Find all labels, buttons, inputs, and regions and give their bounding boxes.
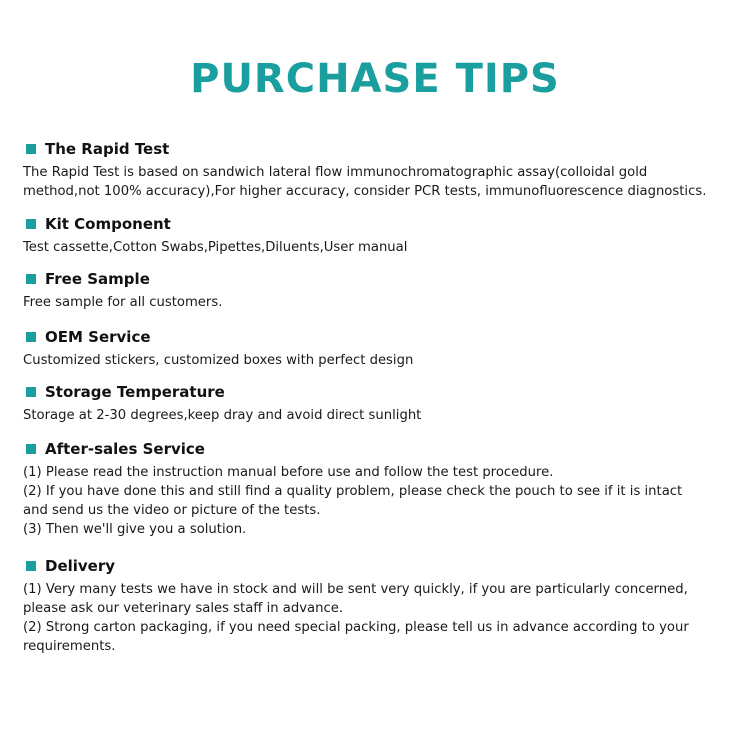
section-body bbox=[23, 351, 728, 370]
body-line: Storage at 2-30 degrees,keep dray and avoid direct sunlight bbox=[23, 408, 422, 423]
body-line: Free sample for all customers. bbox=[23, 295, 223, 310]
body-line: please ask our veterinary sales staff in advance. bbox=[23, 601, 344, 616]
section-delivery bbox=[23, 555, 728, 656]
body-line: (1) Please read the instruction manual before use and follow the test procedure. bbox=[23, 465, 554, 480]
section-title: OEM Service bbox=[45, 328, 151, 346]
section-header bbox=[23, 268, 728, 290]
section-header bbox=[23, 326, 728, 348]
section-header bbox=[23, 555, 728, 577]
section-title: Delivery bbox=[45, 557, 116, 575]
section-body bbox=[23, 580, 728, 656]
section-body bbox=[23, 163, 728, 201]
square-bullet-icon bbox=[26, 274, 36, 284]
body-line: The Rapid Test is based on sandwich lateral flow immunochromatographic assay(colloidal gold bbox=[23, 165, 648, 180]
section-body bbox=[23, 238, 728, 257]
section-header bbox=[23, 213, 728, 235]
section-title: Kit Component bbox=[45, 215, 171, 233]
body-line: Test cassette,Cotton Swabs,Pipettes,Diluents,User manual bbox=[23, 240, 408, 255]
section-oem-service bbox=[23, 326, 728, 370]
section-title: Storage Temperature bbox=[45, 383, 225, 401]
section-body bbox=[23, 463, 728, 539]
section-header bbox=[23, 381, 728, 403]
body-line: requirements. bbox=[23, 639, 116, 654]
body-line: and send us the video or picture of the tests. bbox=[23, 503, 321, 518]
body-line: Customized stickers, customized boxes with perfect design bbox=[23, 353, 414, 368]
body-line: (3) Then we'll give you a solution. bbox=[23, 522, 247, 537]
section-title: The Rapid Test bbox=[45, 140, 170, 158]
section-storage-temperature bbox=[23, 381, 728, 425]
section-title: After-sales Service bbox=[45, 440, 205, 458]
body-line: (1) Very many tests we have in stock and will be sent very quickly, if you are particularly concerned, bbox=[23, 582, 688, 597]
body-line: (2) If you have done this and still find a quality problem, please check the pouch to see if it is intact bbox=[23, 484, 683, 499]
section-title: Free Sample bbox=[45, 270, 150, 288]
page-title: PURCHASE TIPS bbox=[190, 56, 560, 102]
section-kit-component bbox=[23, 213, 728, 257]
square-bullet-icon bbox=[26, 444, 36, 454]
square-bullet-icon bbox=[26, 387, 36, 397]
square-bullet-icon bbox=[26, 332, 36, 342]
section-after-sales-service bbox=[23, 438, 728, 539]
body-line: (2) Strong carton packaging, if you need special packing, please tell us in advance according to your bbox=[23, 620, 689, 635]
section-rapid-test bbox=[23, 138, 728, 201]
body-line: method,not 100% accuracy),For higher accuracy, consider PCR tests, immunofluorescence diagnostics. bbox=[23, 184, 707, 199]
section-body bbox=[23, 293, 728, 312]
square-bullet-icon bbox=[26, 561, 36, 571]
square-bullet-icon bbox=[26, 144, 36, 154]
square-bullet-icon bbox=[26, 219, 36, 229]
section-header bbox=[23, 138, 728, 160]
section-body bbox=[23, 406, 728, 425]
section-free-sample bbox=[23, 268, 728, 312]
section-header bbox=[23, 438, 728, 460]
